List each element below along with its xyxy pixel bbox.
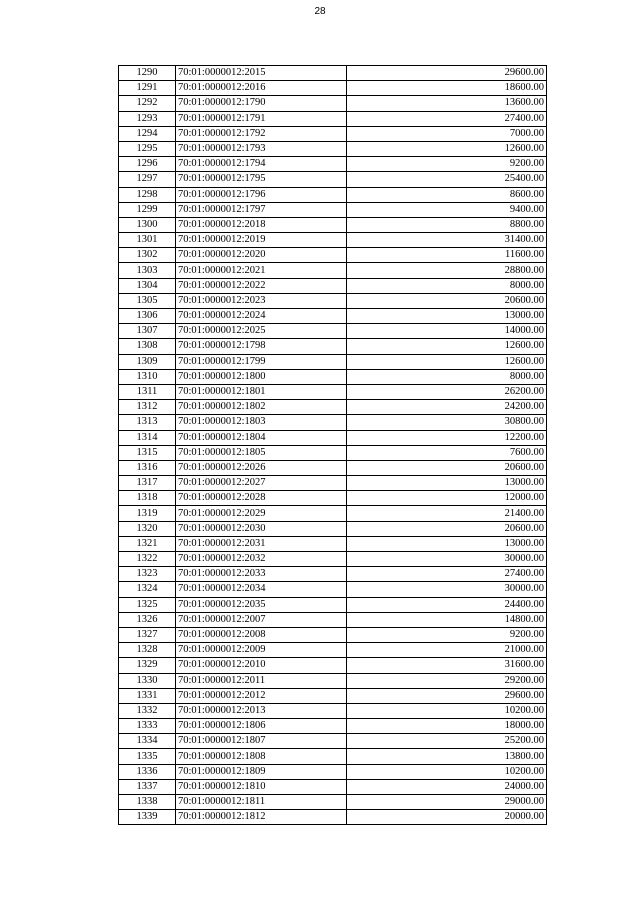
row-number-cell: 1311: [119, 384, 176, 399]
table-row: [119, 111, 547, 126]
cadastral-number-cell: 70:01:0000012:1808: [176, 749, 347, 764]
row-number-cell: 1318: [119, 491, 176, 506]
table-row: [119, 779, 547, 794]
table-row: [119, 81, 547, 96]
value-cell: 21400.00: [347, 506, 547, 521]
row-number-cell: 1316: [119, 460, 176, 475]
table-row: [119, 627, 547, 642]
row-number-cell: 1307: [119, 324, 176, 339]
cadastral-number-cell: 70:01:0000012:1792: [176, 126, 347, 141]
row-number-cell: 1321: [119, 536, 176, 551]
cadastral-number-cell: 70:01:0000012:2033: [176, 567, 347, 582]
page-number: 28: [314, 6, 326, 17]
table-row: [119, 810, 547, 825]
row-number-cell: 1333: [119, 719, 176, 734]
table-row: [119, 278, 547, 293]
value-cell: 13000.00: [347, 309, 547, 324]
cadastral-number-cell: 70:01:0000012:2035: [176, 597, 347, 612]
cadastral-number-cell: 70:01:0000012:2012: [176, 688, 347, 703]
row-number-cell: 1310: [119, 369, 176, 384]
row-number-cell: 1293: [119, 111, 176, 126]
table-row: [119, 324, 547, 339]
table-row: [119, 643, 547, 658]
cadastral-number-cell: 70:01:0000012:2023: [176, 293, 347, 308]
value-cell: 29600.00: [347, 688, 547, 703]
table-row: [119, 415, 547, 430]
row-number-cell: 1290: [119, 66, 176, 81]
cadastral-number-cell: 70:01:0000012:2008: [176, 627, 347, 642]
table-row: [119, 536, 547, 551]
table-row: [119, 521, 547, 536]
table-row: [119, 263, 547, 278]
row-number-cell: 1306: [119, 309, 176, 324]
cadastral-number-cell: 70:01:0000012:1804: [176, 430, 347, 445]
cadastral-number-cell: 70:01:0000012:2020: [176, 248, 347, 263]
cadastral-number-cell: 70:01:0000012:1811: [176, 795, 347, 810]
value-cell: 31400.00: [347, 233, 547, 248]
cadastral-number-cell: 70:01:0000012:2013: [176, 703, 347, 718]
row-number-cell: 1330: [119, 673, 176, 688]
row-number-cell: 1338: [119, 795, 176, 810]
table-row: [119, 703, 547, 718]
row-number-cell: 1309: [119, 354, 176, 369]
table-row: [119, 658, 547, 673]
table-row: [119, 445, 547, 460]
table-row: [119, 567, 547, 582]
value-cell: 20600.00: [347, 293, 547, 308]
table-row: [119, 749, 547, 764]
table-row: [119, 476, 547, 491]
cadastral-number-cell: 70:01:0000012:2019: [176, 233, 347, 248]
table-row: [119, 430, 547, 445]
value-cell: 20600.00: [347, 460, 547, 475]
row-number-cell: 1317: [119, 476, 176, 491]
value-cell: 9400.00: [347, 202, 547, 217]
table-row: [119, 172, 547, 187]
row-number-cell: 1298: [119, 187, 176, 202]
table-row: [119, 233, 547, 248]
cadastral-number-cell: 70:01:0000012:2022: [176, 278, 347, 293]
cadastral-number-cell: 70:01:0000012:1791: [176, 111, 347, 126]
row-number-cell: 1320: [119, 521, 176, 536]
table-row: [119, 673, 547, 688]
value-cell: 24200.00: [347, 400, 547, 415]
row-number-cell: 1331: [119, 688, 176, 703]
cadastral-number-cell: 70:01:0000012:2034: [176, 582, 347, 597]
cadastral-number-cell: 70:01:0000012:2024: [176, 309, 347, 324]
row-number-cell: 1304: [119, 278, 176, 293]
row-number-cell: 1313: [119, 415, 176, 430]
cadastral-number-cell: 70:01:0000012:2031: [176, 536, 347, 551]
table-row: [119, 460, 547, 475]
value-cell: 8000.00: [347, 278, 547, 293]
cadastral-number-cell: 70:01:0000012:1795: [176, 172, 347, 187]
table-row: [119, 187, 547, 202]
table-row: [119, 309, 547, 324]
cadastral-number-cell: 70:01:0000012:1800: [176, 369, 347, 384]
row-number-cell: 1332: [119, 703, 176, 718]
cadastral-number-cell: 70:01:0000012:1807: [176, 734, 347, 749]
cadastral-number-cell: 70:01:0000012:1802: [176, 400, 347, 415]
row-number-cell: 1292: [119, 96, 176, 111]
value-cell: 8800.00: [347, 217, 547, 232]
table-row: [119, 400, 547, 415]
row-number-cell: 1339: [119, 810, 176, 825]
cadastral-number-cell: 70:01:0000012:1796: [176, 187, 347, 202]
cadastral-number-cell: 70:01:0000012:1794: [176, 157, 347, 172]
table-row: [119, 293, 547, 308]
value-cell: 29600.00: [347, 66, 547, 81]
cadastral-number-cell: 70:01:0000012:1798: [176, 339, 347, 354]
row-number-cell: 1335: [119, 749, 176, 764]
value-cell: 27400.00: [347, 111, 547, 126]
value-cell: 14800.00: [347, 612, 547, 627]
value-cell: 21000.00: [347, 643, 547, 658]
value-cell: 20600.00: [347, 521, 547, 536]
cadastral-number-cell: 70:01:0000012:2026: [176, 460, 347, 475]
value-cell: 8600.00: [347, 187, 547, 202]
table-row: [119, 734, 547, 749]
value-cell: 12200.00: [347, 430, 547, 445]
table-row: [119, 582, 547, 597]
row-number-cell: 1325: [119, 597, 176, 612]
table-row: [119, 764, 547, 779]
table-row: [119, 688, 547, 703]
table-row: [119, 354, 547, 369]
row-number-cell: 1299: [119, 202, 176, 217]
table-row: [119, 612, 547, 627]
cadastral-number-cell: 70:01:0000012:1803: [176, 415, 347, 430]
cadastral-number-cell: 70:01:0000012:1793: [176, 141, 347, 156]
value-cell: 10200.00: [347, 703, 547, 718]
cadastral-number-cell: 70:01:0000012:1805: [176, 445, 347, 460]
value-cell: 13000.00: [347, 476, 547, 491]
row-number-cell: 1312: [119, 400, 176, 415]
table-row: [119, 491, 547, 506]
value-cell: 28800.00: [347, 263, 547, 278]
cadastral-number-cell: 70:01:0000012:2015: [176, 66, 347, 81]
cadastral-number-cell: 70:01:0000012:2027: [176, 476, 347, 491]
value-cell: 29200.00: [347, 673, 547, 688]
value-cell: 18600.00: [347, 81, 547, 96]
cadastral-number-cell: 70:01:0000012:2016: [176, 81, 347, 96]
cadastral-number-cell: 70:01:0000012:1797: [176, 202, 347, 217]
value-cell: 25400.00: [347, 172, 547, 187]
value-cell: 25200.00: [347, 734, 547, 749]
value-cell: 10200.00: [347, 764, 547, 779]
row-number-cell: 1300: [119, 217, 176, 232]
value-cell: 30000.00: [347, 552, 547, 567]
cadastral-number-cell: 70:01:0000012:1799: [176, 354, 347, 369]
table-row: [119, 384, 547, 399]
cadastral-number-cell: 70:01:0000012:2009: [176, 643, 347, 658]
table-row: [119, 552, 547, 567]
row-number-cell: 1323: [119, 567, 176, 582]
value-cell: 27400.00: [347, 567, 547, 582]
row-number-cell: 1294: [119, 126, 176, 141]
table-row: [119, 506, 547, 521]
cadastral-number-cell: 70:01:0000012:1812: [176, 810, 347, 825]
table-row: [119, 795, 547, 810]
value-cell: 30800.00: [347, 415, 547, 430]
value-cell: 14000.00: [347, 324, 547, 339]
table-row: [119, 339, 547, 354]
row-number-cell: 1337: [119, 779, 176, 794]
table-row: [119, 66, 547, 81]
cadastral-number-cell: 70:01:0000012:1806: [176, 719, 347, 734]
row-number-cell: 1305: [119, 293, 176, 308]
value-cell: 24400.00: [347, 597, 547, 612]
cadastral-number-cell: 70:01:0000012:1810: [176, 779, 347, 794]
row-number-cell: 1302: [119, 248, 176, 263]
value-cell: 26200.00: [347, 384, 547, 399]
row-number-cell: 1308: [119, 339, 176, 354]
value-cell: 13600.00: [347, 96, 547, 111]
row-number-cell: 1295: [119, 141, 176, 156]
row-number-cell: 1324: [119, 582, 176, 597]
row-number-cell: 1327: [119, 627, 176, 642]
value-cell: 12600.00: [347, 141, 547, 156]
row-number-cell: 1297: [119, 172, 176, 187]
cadastral-number-cell: 70:01:0000012:2011: [176, 673, 347, 688]
cadastral-value-table: [118, 65, 547, 825]
cadastral-number-cell: 70:01:0000012:2032: [176, 552, 347, 567]
cadastral-number-cell: 70:01:0000012:1809: [176, 764, 347, 779]
table-row: [119, 719, 547, 734]
cadastral-number-cell: 70:01:0000012:2021: [176, 263, 347, 278]
table-row: [119, 157, 547, 172]
row-number-cell: 1328: [119, 643, 176, 658]
cadastral-number-cell: 70:01:0000012:2018: [176, 217, 347, 232]
table-row: [119, 369, 547, 384]
value-cell: 20000.00: [347, 810, 547, 825]
table-row: [119, 141, 547, 156]
value-cell: 29000.00: [347, 795, 547, 810]
value-cell: 18000.00: [347, 719, 547, 734]
value-cell: 7000.00: [347, 126, 547, 141]
value-cell: 30000.00: [347, 582, 547, 597]
row-number-cell: 1314: [119, 430, 176, 445]
row-number-cell: 1319: [119, 506, 176, 521]
cadastral-number-cell: 70:01:0000012:2028: [176, 491, 347, 506]
value-cell: 11600.00: [347, 248, 547, 263]
value-cell: 9200.00: [347, 157, 547, 172]
value-cell: 7600.00: [347, 445, 547, 460]
row-number-cell: 1291: [119, 81, 176, 96]
cadastral-number-cell: 70:01:0000012:2007: [176, 612, 347, 627]
value-cell: 13000.00: [347, 536, 547, 551]
row-number-cell: 1336: [119, 764, 176, 779]
table-row: [119, 126, 547, 141]
value-cell: 13800.00: [347, 749, 547, 764]
cadastral-number-cell: 70:01:0000012:2030: [176, 521, 347, 536]
cadastral-number-cell: 70:01:0000012:2010: [176, 658, 347, 673]
table-row: [119, 217, 547, 232]
row-number-cell: 1315: [119, 445, 176, 460]
value-cell: 8000.00: [347, 369, 547, 384]
value-cell: 24000.00: [347, 779, 547, 794]
cadastral-number-cell: 70:01:0000012:2029: [176, 506, 347, 521]
row-number-cell: 1329: [119, 658, 176, 673]
row-number-cell: 1296: [119, 157, 176, 172]
value-cell: 12600.00: [347, 339, 547, 354]
table-row: [119, 248, 547, 263]
row-number-cell: 1326: [119, 612, 176, 627]
value-cell: 12000.00: [347, 491, 547, 506]
table-row: [119, 96, 547, 111]
row-number-cell: 1322: [119, 552, 176, 567]
value-cell: 12600.00: [347, 354, 547, 369]
row-number-cell: 1303: [119, 263, 176, 278]
cadastral-number-cell: 70:01:0000012:2025: [176, 324, 347, 339]
value-cell: 31600.00: [347, 658, 547, 673]
table-row: [119, 597, 547, 612]
table-body: [119, 66, 547, 825]
row-number-cell: 1334: [119, 734, 176, 749]
table-row: [119, 202, 547, 217]
cadastral-number-cell: 70:01:0000012:1801: [176, 384, 347, 399]
cadastral-number-cell: 70:01:0000012:1790: [176, 96, 347, 111]
value-cell: 9200.00: [347, 627, 547, 642]
row-number-cell: 1301: [119, 233, 176, 248]
